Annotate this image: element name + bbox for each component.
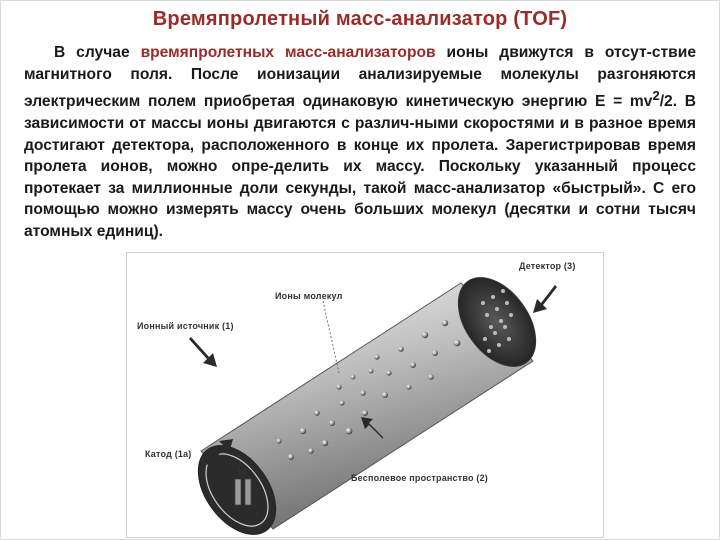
arrow-detector [533,285,557,313]
slide-title: Времяпролетный масс-анализатор (TOF) [152,8,568,30]
superscript-2: 2 [652,88,660,104]
arrow-ion-source [189,337,217,367]
highlighted-term: времяпролетных масс-анализаторов [140,44,436,61]
text-part-1: ионы движутся в отсут-ствие магнитного поля. После ионизации анализируемые молекулы разгоняются электрическим полем приобретая одинаковую кинетическую энергию E = mv [24,44,697,111]
label-ion-source: Ионный источник (1) [137,321,234,331]
label-field-free: Бесполевое пространство (2) [351,473,488,483]
body-paragraph [24,42,696,243]
label-detector: Детектор (3) [519,261,576,271]
label-electron: 1e⁻ [237,467,253,477]
tof-diagram [126,252,604,538]
text-part-2: /2. В зависимости от массы ионы двигаются с различ-ными скоростями и в разное время достигают детектора, расположенного в конце их пролета. Зарегистрировав время пролета ионов, можно опре-делить их массу. Поскольку указанный процесс протекает за миллионные доли секунды, такой масс-анализатор «быстрый». С его помощью можно измерять массу очень больших молекул (десятки и сотни тысяч атомных единиц). [24,93,697,240]
tof-diagram-svg [127,253,603,537]
text-intro: В случае [54,44,141,61]
ions-leader-line [323,301,339,373]
label-cathode: Катод (1а) [145,449,192,459]
label-ions: Ионы молекул [275,291,343,301]
